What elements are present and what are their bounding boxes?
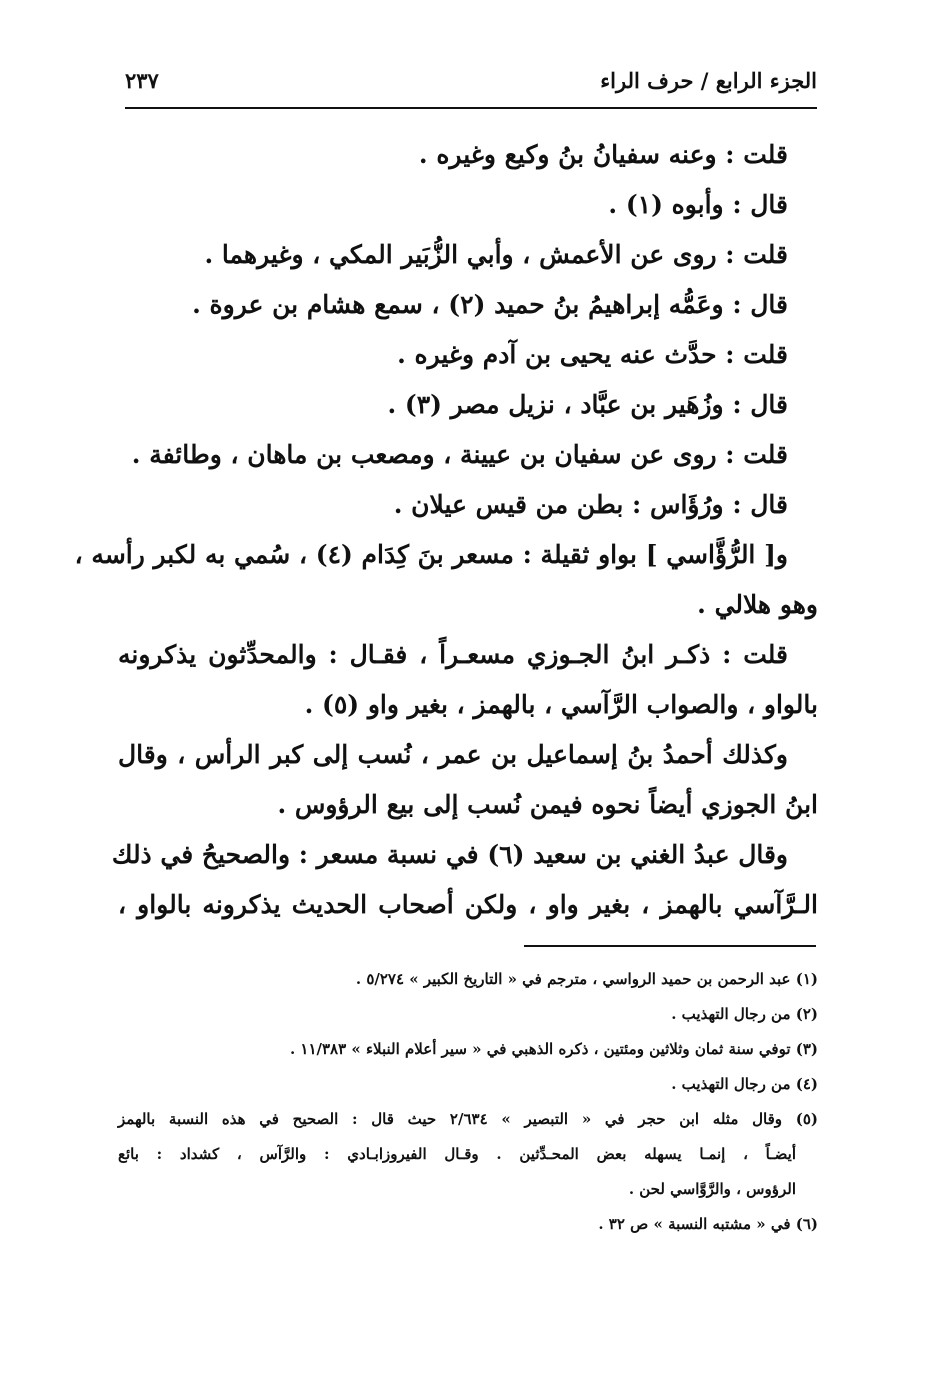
footnote: (٦) في « مشتبه النسبة » ص ٣٢ . <box>598 1215 818 1233</box>
text-line: و[ الرُّؤَّاسي ] بواو ثقيلة : مسعر بنَ كِدَام (٤) ، سُمي به لكبر رأسه ، <box>74 540 788 569</box>
header-title: الجزء الرابع / حرف الراء <box>600 68 817 93</box>
text-line: قلت : ذكـر ابنُ الجـوزي مسعـراً ، فقـال : والمحدِّثون يذكرونه <box>118 640 788 669</box>
text-line: قال : ورُؤَاس : بطن من قيس عيلان . <box>393 490 788 519</box>
text-line: قلت : حدَّث عنه يحيى بن آدم وغيره . <box>397 340 788 369</box>
text-line: قال : وأبوه (١) . <box>608 190 788 219</box>
text-line: قلت : وعنه سفيانُ بنُ وكيع وغيره . <box>418 140 788 169</box>
main-text <box>74 130 818 930</box>
footnote: (١) عبد الرحمن بن حميد الرواسي ، مترجم في « التاريخ الكبير » ٥/٢٧٤ . <box>355 970 818 988</box>
footnote: (٢) من رجال التهذيب . <box>671 1005 818 1023</box>
text-line: وقال عبدُ الغني بن سعيد (٦) في نسبة مسعر : والصحيحُ في ذلك <box>111 840 788 869</box>
text-line: قال : وزُهَير بن عبَّاد ، نزيل مصر (٣) . <box>387 390 788 419</box>
text-line: ابنُ الجوزي أيضاً نحوه فيمن نُسب إلى بيع الرؤوس . <box>277 790 818 819</box>
footnote: (٥) وقال مثله ابن حجر في « التبصير » ٢/٦٣٤ حيث قال : الصحيح في هذه النسبة بالهمز <box>118 1110 818 1128</box>
running-header <box>125 64 817 104</box>
footnote: (٣) توفي سنة ثمان وثلاثين ومئتين ، ذكره الذهبي في « سير أعلام النبلاء » ١١/٣٨٣ . <box>289 1040 818 1058</box>
text-line: الـرَّآسي بالهمز ، بغير واو ، ولكن أصحاب الحديث يذكرونه بالواو ، <box>118 890 818 919</box>
text-line: بالواو ، والصواب الرَّآسي ، بالهمز ، بغير واو (٥) . <box>304 690 818 719</box>
footnote-continuation: الرؤوس ، والرَّوَّاسي لحن . <box>628 1180 796 1198</box>
text-line: وكذلك أحمدُ بنُ إسماعيل بن عمر ، نُسب إلى كبر الرأس ، وقال <box>118 740 788 769</box>
footnote: (٤) من رجال التهذيب . <box>671 1075 818 1093</box>
text-line: قلت : روى عن الأعمش ، وأبي الزُّبَير المكي ، وغيرهما . <box>204 240 788 269</box>
text-line: قال : وعَمُّه إبراهيمُ بنُ حميد (٢) ، سمع هشام بن عروة . <box>192 290 788 319</box>
footnote-continuation: أيضـاً ، إنمـا يسهله بعض المحـدِّثين . وقـال الفيروزابـادي : والرَّآس ، كشداد : بائع <box>118 1145 796 1163</box>
footnote-separator <box>524 945 816 947</box>
page-number: ٢٣٧ <box>125 68 159 93</box>
text-line: قلت : روى عن سفيان بن عيينة ، ومصعب بن ماهان ، وطائفة . <box>131 440 788 469</box>
text-line: وهو هلالي . <box>697 590 818 619</box>
header-rule <box>125 107 817 109</box>
footnotes <box>118 962 818 1242</box>
